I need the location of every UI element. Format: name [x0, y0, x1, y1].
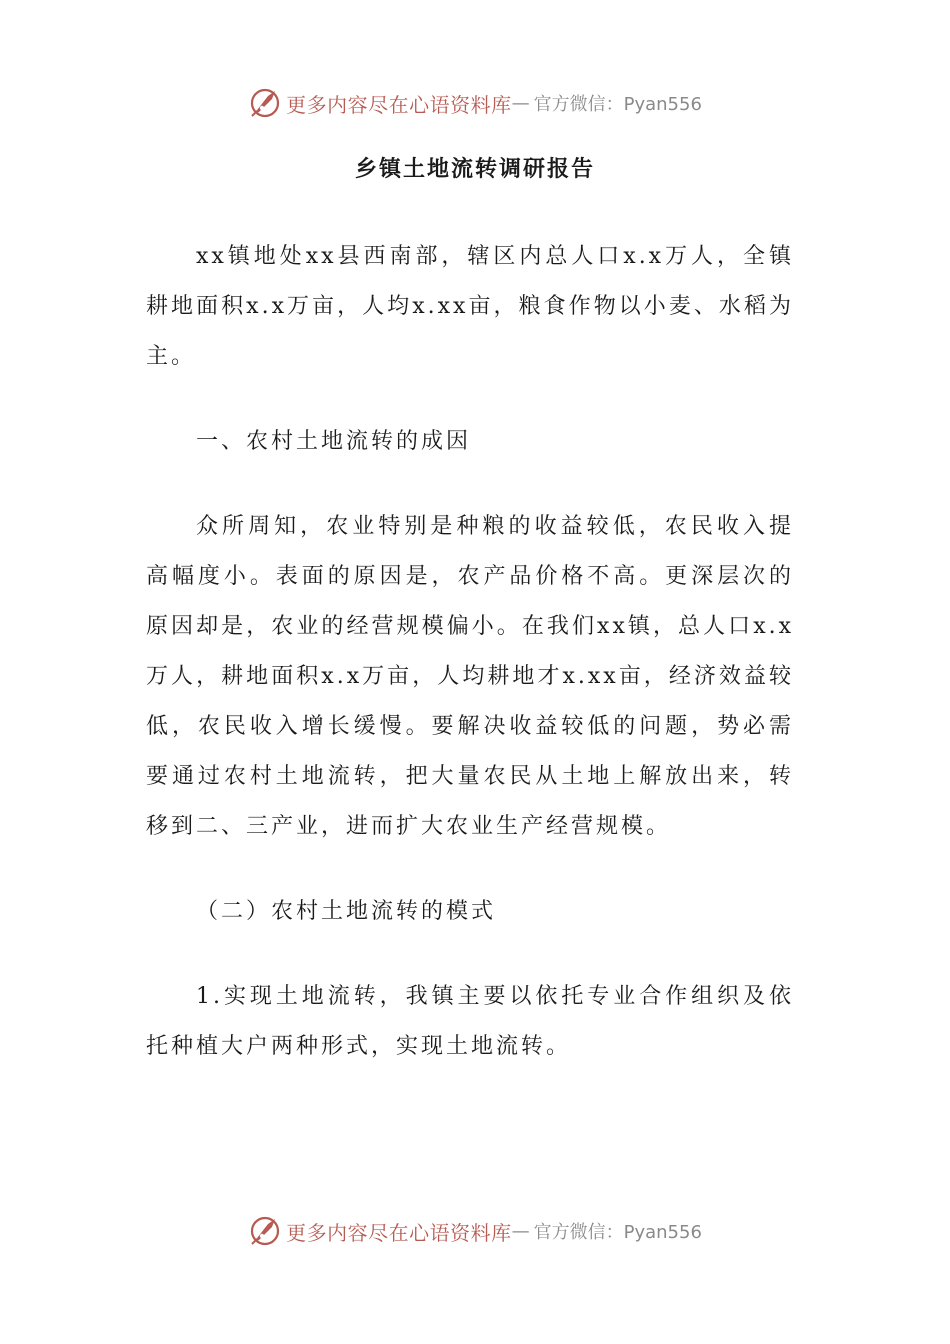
section-heading-1: 一、农村土地流转的成因 — [196, 429, 472, 454]
quill-pen-circle-icon — [248, 1214, 282, 1248]
watermark-header — [0, 83, 950, 123]
quill-pen-circle-icon — [248, 86, 282, 120]
watermark-main-text: 更多内容尽在心语资料库 — [286, 92, 512, 117]
paragraph-intro: xx镇地处xx县西南部，辖区内总人口x.x万人，全镇耕地面积x.x万亩，人均x.xx亩，粮食作物以小麦、水稻为主。 — [146, 244, 794, 369]
section-heading-2: （二）农村土地流转的模式 — [196, 899, 497, 924]
watermark-separator: — — [511, 1220, 530, 1242]
watermark-side-text: 官方微信：Pyan556 — [533, 94, 702, 115]
watermark-separator: — — [511, 92, 530, 114]
paragraph-modes: 1.实现土地流转，我镇主要以依托专业合作组织及依托种植大户两种形式，实现土地流转。 — [146, 984, 794, 1059]
paragraph-causes: 众所周知，农业特别是种粮的收益较低，农民收入提高幅度小。表面的原因是，农产品价格不高。更深层次的原因却是，农业的经营规模偏小。在我们xx镇，总人口x.x万人，耕地面积x.x万亩，人均耕地才x.xx亩，经济效益较低，农民收入增长缓慢。要解决收益较低的问题，势必需要通过农村土地流转，把大量农民从土地上解放出来，转移到二、三产业，进而扩大农业生产经营规模。 — [146, 514, 794, 839]
watermark-side-text: 官方微信：Pyan556 — [533, 1222, 702, 1243]
watermark-footer — [0, 1211, 950, 1251]
watermark-main-text: 更多内容尽在心语资料库 — [286, 1220, 512, 1245]
document-title: 乡镇土地流转调研报告 — [354, 157, 595, 182]
